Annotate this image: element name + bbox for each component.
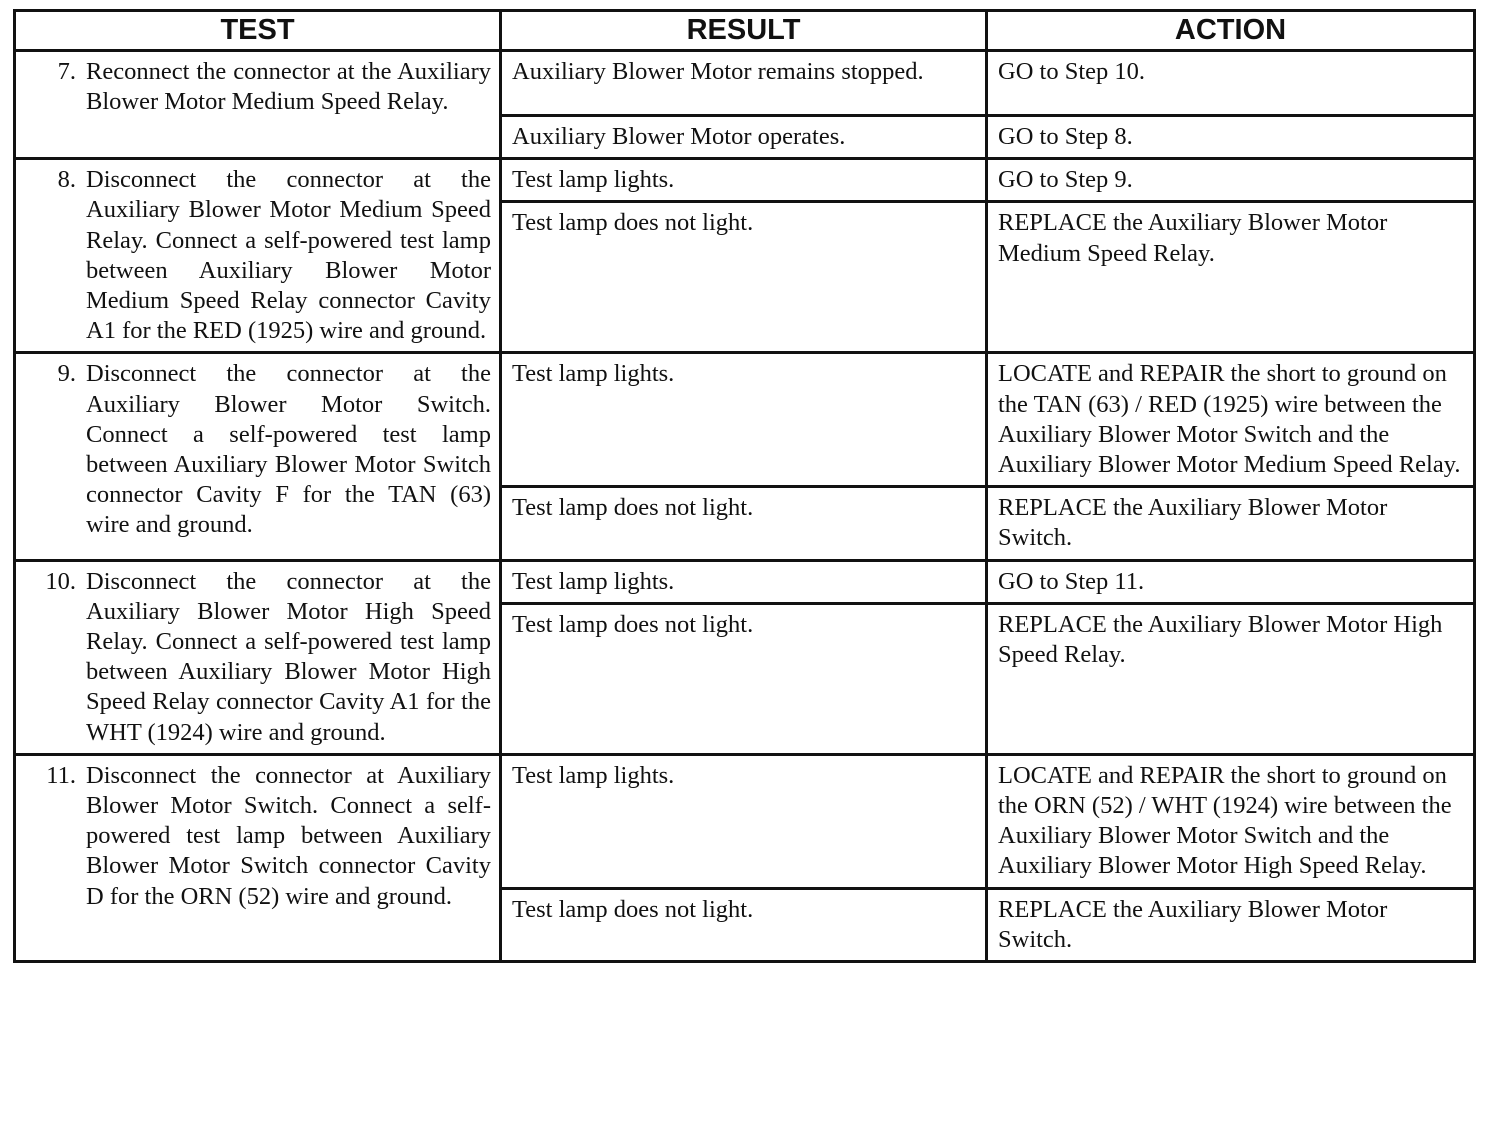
result-cell	[501, 353, 987, 487]
header-result: RESULT	[501, 11, 987, 51]
action-cell	[987, 603, 1475, 754]
action-text: LOCATE and REPAIR the short to ground on the ORN (52) / WHT (1924) wire between the Auxiliary Blower Motor Switch and the Auxiliary Blower Motor High Speed Relay.	[998, 761, 1452, 880]
result-text: Test lamp does not light.	[512, 610, 754, 638]
step-number: 11.	[46, 761, 76, 789]
result-text: Test lamp lights.	[512, 761, 675, 789]
action-cell	[987, 487, 1475, 560]
table-row	[15, 353, 1475, 487]
result-cell	[501, 560, 987, 603]
action-cell	[987, 888, 1475, 961]
result-text: Test lamp lights.	[512, 166, 675, 194]
action-cell	[987, 560, 1475, 603]
action-cell	[987, 159, 1475, 202]
test-description: Disconnect the connector at the Auxiliary Blower Motor High Speed Relay. Connect a self-powered test lamp between Auxiliary Blower Motor High Speed Relay connector Cavity A1 for the WHT (1924) wire and ground.	[86, 567, 491, 746]
result-cell	[501, 202, 987, 353]
action-text: REPLACE the Auxiliary Blower Motor High Speed Relay.	[998, 610, 1443, 669]
result-cell	[501, 51, 987, 116]
test-cell-step-10	[15, 560, 501, 754]
result-cell	[501, 754, 987, 888]
result-cell	[501, 116, 987, 159]
test-cell-step-8	[15, 159, 501, 353]
action-text: GO to Step 10.	[998, 58, 1145, 85]
table-row	[15, 754, 1475, 888]
test-description: Reconnect the connector at the Auxiliary Blower Motor Medium Speed Relay.	[86, 58, 491, 116]
action-cell	[987, 353, 1475, 487]
test-description: Disconnect the connector at the Auxiliary Blower Motor Medium Speed Relay. Connect a self-powered test lamp between Auxiliary Blower Motor Medium Speed Relay connector Cavity A1 for the RED (1925) wire and ground.	[86, 166, 491, 345]
test-cell-step-9	[15, 353, 501, 560]
action-text: LOCATE and REPAIR the short to ground on the TAN (63) / RED (1925) wire between the Auxiliary Blower Motor Switch and the Auxiliary Blower Motor Medium Speed Relay.	[998, 360, 1461, 479]
action-cell	[987, 51, 1475, 116]
action-text: REPLACE the Auxiliary Blower Motor Switch.	[998, 494, 1388, 552]
result-cell	[501, 487, 987, 560]
result-text: Test lamp does not light.	[512, 895, 754, 923]
test-cell-step-11	[15, 754, 501, 961]
result-text: Auxiliary Blower Motor remains stopped.	[512, 58, 924, 85]
header-row	[15, 11, 1475, 51]
table-row	[15, 560, 1475, 603]
action-text: REPLACE the Auxiliary Blower Motor Switch.	[998, 895, 1388, 953]
result-cell	[501, 603, 987, 754]
result-text: Test lamp lights.	[512, 360, 675, 388]
result-text: Test lamp does not light.	[512, 494, 754, 522]
result-cell	[501, 888, 987, 961]
action-text: REPLACE the Auxiliary Blower Motor Medium Speed Relay.	[998, 209, 1388, 267]
result-text: Test lamp lights.	[512, 567, 675, 595]
test-cell-step-7	[15, 51, 501, 159]
test-description: Disconnect the connector at the Auxiliary Blower Motor Switch. Connect a self-powered test lamp between Auxiliary Blower Motor Switch connector Cavity F for the TAN (63) wire and ground.	[86, 360, 491, 539]
action-text: GO to Step 8.	[998, 123, 1133, 150]
test-description: Disconnect the connector at Auxiliary Blower Motor Switch. Connect a self-powered test lamp between Auxiliary Blower Motor Switch connector Cavity D for the ORN (52) wire and ground.	[86, 761, 491, 910]
header-test: TEST	[15, 11, 501, 51]
result-cell	[501, 159, 987, 202]
result-text: Auxiliary Blower Motor operates.	[512, 123, 846, 150]
step-number: 9.	[57, 360, 76, 388]
result-text: Test lamp does not light.	[512, 209, 754, 237]
diagnostic-table	[13, 9, 1476, 963]
action-cell	[987, 116, 1475, 159]
header-action: ACTION	[987, 11, 1475, 51]
step-number: 10.	[45, 567, 76, 595]
step-number: 8.	[57, 166, 76, 194]
action-cell	[987, 754, 1475, 888]
table-row	[15, 159, 1475, 202]
table-row	[15, 51, 1475, 116]
action-cell	[987, 202, 1475, 353]
action-text: GO to Step 11.	[998, 567, 1145, 595]
action-text: GO to Step 9.	[998, 166, 1133, 194]
step-number: 7.	[57, 58, 76, 85]
